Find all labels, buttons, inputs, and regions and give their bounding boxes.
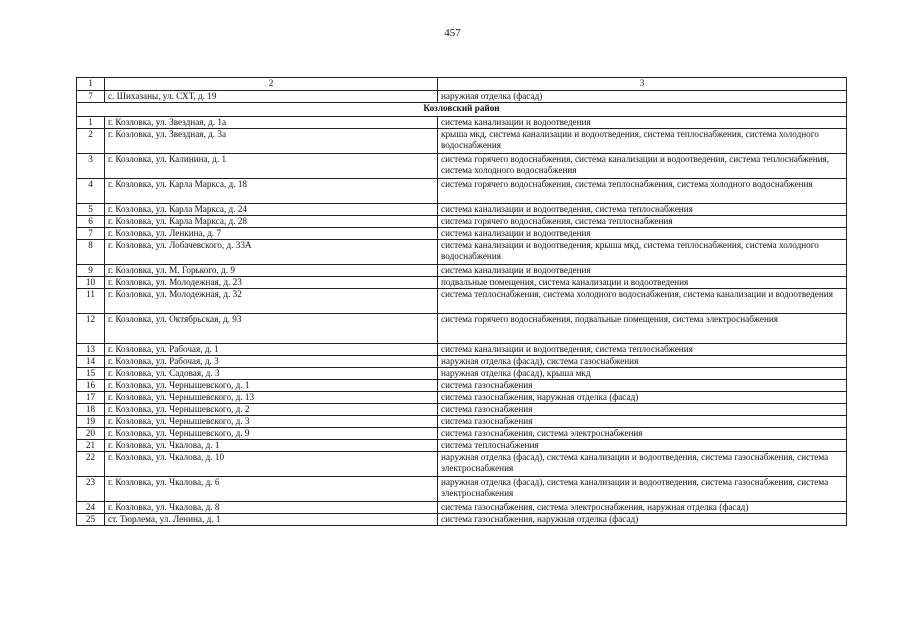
- row-address: г. Козловка, ул. Карла Маркса, д. 28: [105, 216, 438, 228]
- row-address: г. Козловка, ул. Чкалова, д. 1: [105, 440, 438, 452]
- row-works: система канализации и водоотведения: [438, 265, 847, 277]
- table-row: [77, 204, 847, 216]
- row-works: система канализации и водоотведения: [438, 117, 847, 129]
- row-number: 6: [77, 216, 105, 228]
- row-number: 22: [77, 452, 105, 477]
- row-address: с. Шихазаны, ул. СХТ, д. 19: [105, 91, 438, 103]
- row-number: 3: [77, 154, 105, 179]
- row-number: 24: [77, 502, 105, 514]
- row-works: система газоснабжения, система электроснабжения, наружная отделка (фасад): [438, 502, 847, 514]
- district-header-row: [77, 103, 847, 117]
- table-row: [77, 368, 847, 380]
- row-number: 17: [77, 392, 105, 404]
- row-address: г. Козловка, ул. Карла Маркса, д. 24: [105, 204, 438, 216]
- row-address: г. Козловка, ул. Чкалова, д. 8: [105, 502, 438, 514]
- row-number: 10: [77, 277, 105, 289]
- district-title: Козловский район: [77, 103, 847, 117]
- row-address: ст. Тюрлема, ул. Ленина, д. 1: [105, 514, 438, 526]
- row-number: 9: [77, 265, 105, 277]
- row-number: 5: [77, 204, 105, 216]
- table-row: [77, 392, 847, 404]
- row-number: 2: [77, 129, 105, 154]
- row-address: г. Козловка, ул. Карла Маркса, д. 18: [105, 179, 438, 204]
- table-row: [77, 344, 847, 356]
- row-works: система горячего водоснабжения, система теплоснабжения: [438, 216, 847, 228]
- column-number-3: 3: [438, 78, 847, 91]
- row-address: г. Козловка, ул. Чернышевского, д. 2: [105, 404, 438, 416]
- buildings-table: [76, 77, 847, 526]
- table-row: [77, 380, 847, 392]
- table-row: [77, 129, 847, 154]
- row-address: г. Козловка, ул. Чкалова, д. 6: [105, 477, 438, 502]
- table-row: [77, 404, 847, 416]
- row-number: 16: [77, 380, 105, 392]
- row-address: г. Козловка, ул. Садовая, д. 3: [105, 368, 438, 380]
- row-works: наружная отделка (фасад), система канализации и водоотведения, система газоснабжения, система электроснабжения: [438, 452, 847, 477]
- row-address: г. Козловка, ул. Чернышевского, д. 9: [105, 428, 438, 440]
- row-number: 15: [77, 368, 105, 380]
- row-number: 8: [77, 240, 105, 265]
- row-works: наружная отделка (фасад), система газоснабжения: [438, 356, 847, 368]
- row-number: 21: [77, 440, 105, 452]
- table-row: [77, 314, 847, 344]
- row-number: 11: [77, 289, 105, 314]
- row-address: г. Козловка, ул. М. Горького, д. 9: [105, 265, 438, 277]
- row-works: система канализации и водоотведения, крыша мкд, система теплоснабжения, система холодного водоснабжения: [438, 240, 847, 265]
- row-works: система газоснабжения: [438, 380, 847, 392]
- row-number: 19: [77, 416, 105, 428]
- table-row: [77, 179, 847, 204]
- row-works: система горячего водоснабжения, подвальные помещения, система электроснабжения: [438, 314, 847, 344]
- row-works: система канализации и водоотведения, система теплоснабжения: [438, 344, 847, 356]
- row-address: г. Козловка, ул. Рабочая, д. 3: [105, 356, 438, 368]
- table-row: [77, 514, 847, 526]
- table-row: [77, 265, 847, 277]
- row-number: 14: [77, 356, 105, 368]
- row-works: система канализации и водоотведения: [438, 228, 847, 240]
- table-row: [77, 277, 847, 289]
- table-row: [77, 416, 847, 428]
- table-row: [77, 240, 847, 265]
- row-address: г. Козловка, ул. Ленкина, д. 7: [105, 228, 438, 240]
- row-address: г. Козловка, ул. Октябрьская, д. 93: [105, 314, 438, 344]
- row-address: г. Козловка, ул. Рабочая, д. 1: [105, 344, 438, 356]
- table-row: [77, 91, 847, 103]
- row-works: система горячего водоснабжения, система теплоснабжения, система холодного водоснабжения: [438, 179, 847, 204]
- row-works: система горячего водоснабжения, система канализации и водоотведения, система теплоснабжения, система холодного водоснабжения: [438, 154, 847, 179]
- row-works: система газоснабжения: [438, 404, 847, 416]
- row-works: система теплоснабжения: [438, 440, 847, 452]
- table-row: [77, 228, 847, 240]
- table-row: [77, 452, 847, 477]
- row-works: система газоснабжения, наружная отделка (фасад): [438, 392, 847, 404]
- row-number: 12: [77, 314, 105, 344]
- table-header-row: [77, 78, 847, 91]
- row-number: 7: [77, 91, 105, 103]
- row-number: 7: [77, 228, 105, 240]
- row-number: 1: [77, 117, 105, 129]
- row-address: г. Козловка, ул. Молодежная, д. 23: [105, 277, 438, 289]
- row-works: подвальные помещения, система канализации и водоотведения: [438, 277, 847, 289]
- column-number-1: 1: [77, 78, 105, 91]
- row-number: 23: [77, 477, 105, 502]
- table-row: [77, 502, 847, 514]
- row-number: 18: [77, 404, 105, 416]
- table-row: [77, 117, 847, 129]
- row-works: наружная отделка (фасад): [438, 91, 847, 103]
- row-works: крыша мкд, система канализации и водоотведения, система теплоснабжения, система холодного водоснабжения: [438, 129, 847, 154]
- table-row: [77, 216, 847, 228]
- row-works: система газоснабжения: [438, 416, 847, 428]
- row-works: система канализации и водоотведения, система теплоснабжения: [438, 204, 847, 216]
- row-address: г. Козловка, ул. Чкалова, д. 10: [105, 452, 438, 477]
- row-address: г. Козловка, ул. Молодежная, д. 32: [105, 289, 438, 314]
- row-number: 25: [77, 514, 105, 526]
- page-number: 457: [444, 27, 461, 39]
- table-row: [77, 477, 847, 502]
- row-works: система газоснабжения, наружная отделка (фасад): [438, 514, 847, 526]
- row-address: г. Козловка, ул. Звездная, д. 1а: [105, 117, 438, 129]
- table-row: [77, 289, 847, 314]
- row-number: 13: [77, 344, 105, 356]
- row-address: г. Козловка, ул. Звездная, д. 3а: [105, 129, 438, 154]
- row-works: наружная отделка (фасад), система канализации и водоотведения, система газоснабжения, система электроснабжения: [438, 477, 847, 502]
- row-address: г. Козловка, ул. Лобачевского, д. 33А: [105, 240, 438, 265]
- column-number-2: 2: [105, 78, 438, 91]
- row-number: 20: [77, 428, 105, 440]
- row-address: г. Козловка, ул. Чернышевского, д. 3: [105, 416, 438, 428]
- row-works: наружная отделка (фасад), крыша мкд: [438, 368, 847, 380]
- table-row: [77, 440, 847, 452]
- row-number: 4: [77, 179, 105, 204]
- row-address: г. Козловка, ул. Чернышевского, д. 1: [105, 380, 438, 392]
- row-works: система газоснабжения, система электроснабжения: [438, 428, 847, 440]
- row-works: система теплоснабжения, система холодного водоснабжения, система канализации и водоотведения: [438, 289, 847, 314]
- table-row: [77, 356, 847, 368]
- table-row: [77, 154, 847, 179]
- row-address: г. Козловка, ул. Чернышевского, д. 13: [105, 392, 438, 404]
- row-address: г. Козловка, ул. Калинина, д. 1: [105, 154, 438, 179]
- table-row: [77, 428, 847, 440]
